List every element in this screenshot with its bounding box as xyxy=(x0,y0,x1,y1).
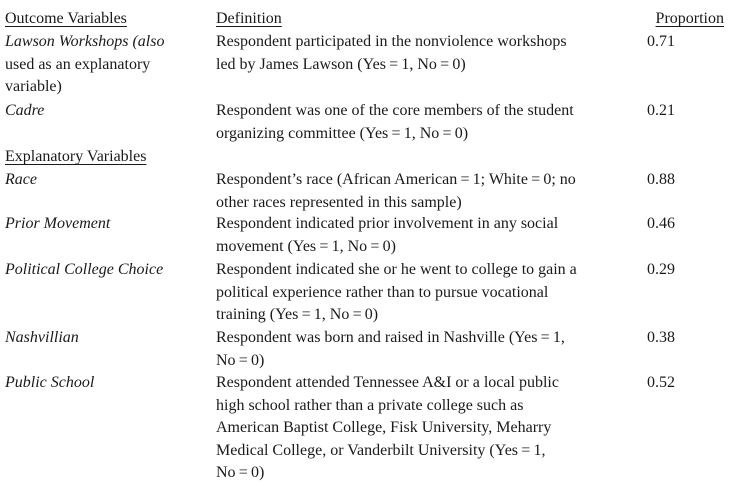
definition-line: Respondent attended Tennessee A&I or a local public xyxy=(216,374,559,391)
definition-line: training (Yes = 1, No = 0) xyxy=(216,306,379,323)
definition-prior-movement xyxy=(216,213,626,258)
definition-line: Respondent’s race (African American = 1; White = 0; no xyxy=(216,171,576,188)
definition-line: No = 0) xyxy=(216,351,265,369)
proportion-prior-movement: 0.46 xyxy=(647,215,675,232)
definition-line: Respondent indicated prior involvement in any social xyxy=(216,215,559,232)
definition-lawson-workshops xyxy=(216,31,626,76)
definition-race xyxy=(216,169,626,214)
variable-name-line: Public School xyxy=(5,374,95,391)
definition-line: movement (Yes = 1, No = 0) xyxy=(216,237,396,255)
variable-name-public-school xyxy=(5,372,210,395)
definition-public-school xyxy=(216,372,626,485)
variable-name-political-college-choice xyxy=(5,259,210,282)
definition-cadre xyxy=(216,100,626,145)
variable-name-nashvillian xyxy=(5,327,210,350)
explanatory-variables-header: Explanatory Variables xyxy=(5,148,147,165)
definition-line: Respondent indicated she or he went to college to gain a xyxy=(216,261,577,278)
variable-name-race xyxy=(5,169,210,192)
definition-line: other races represented in this sample) xyxy=(216,193,462,211)
definition-line: Medical College, or Vanderbilt University (Yes = 1, xyxy=(216,441,546,459)
definition-line: Respondent was one of the core members of the student xyxy=(216,102,574,119)
variable-name-line: used as an explanatory xyxy=(5,55,151,73)
variable-name-line: Cadre xyxy=(5,102,45,119)
definition-line: political experience rather than to pursue vocational xyxy=(216,283,549,301)
definition-line: American Baptist College, Fisk University, Meharry xyxy=(216,419,552,436)
proportion-header: Proportion xyxy=(655,10,724,27)
definition-line: No = 0) xyxy=(216,464,265,481)
definition-header: Definition xyxy=(216,10,282,27)
variable-name-line: Nashvillian xyxy=(5,329,79,346)
variable-name-line: Race xyxy=(5,171,37,188)
outcome-variables-header: Outcome Variables xyxy=(5,10,127,27)
proportion-race: 0.88 xyxy=(647,171,675,188)
definition-line: Respondent participated in the nonviolence workshops xyxy=(216,33,567,50)
definition-line: led by James Lawson (Yes = 1, No = 0) xyxy=(216,55,466,73)
variable-name-prior-movement xyxy=(5,213,210,236)
definition-line: organizing committee (Yes = 1, No = 0) xyxy=(216,124,469,142)
proportion-nashvillian: 0.38 xyxy=(647,329,675,346)
definition-nashvillian xyxy=(216,327,626,372)
variable-name-line: Prior Movement xyxy=(5,215,111,232)
proportion-lawson-workshops: 0.71 xyxy=(647,33,675,50)
definition-political-college-choice xyxy=(216,259,626,327)
proportion-political-college-choice: 0.29 xyxy=(647,261,675,278)
definition-line: Respondent was born and raised in Nashville (Yes = 1, xyxy=(216,329,565,346)
variable-name-line: Lawson Workshops (also xyxy=(5,33,165,50)
variable-name-line: variable) xyxy=(5,78,62,95)
definition-line: high school rather than a private college such as xyxy=(216,396,524,414)
proportion-public-school: 0.52 xyxy=(647,374,675,391)
variable-name-lawson-workshops xyxy=(5,31,210,99)
variable-name-cadre xyxy=(5,100,210,123)
proportion-cadre: 0.21 xyxy=(647,102,675,119)
variable-name-line: Political College Choice xyxy=(5,261,164,278)
